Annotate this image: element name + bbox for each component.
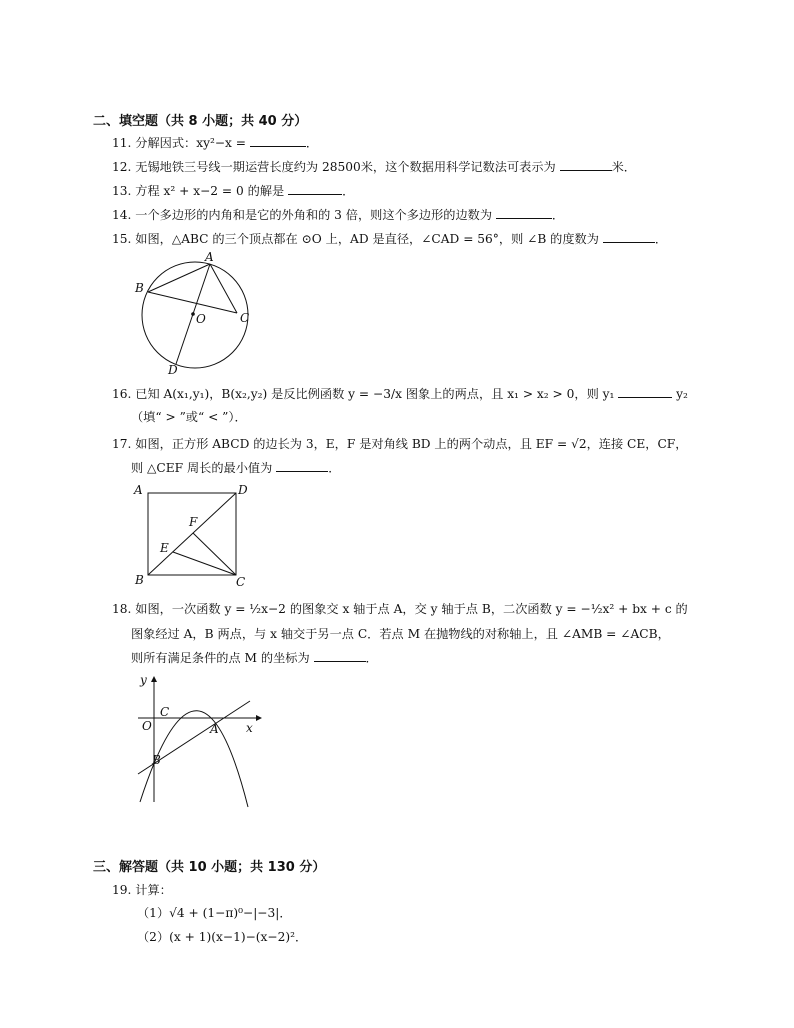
q17-answer-blank	[276, 459, 328, 472]
question-19-part1: （1）√4 + (1−π)⁰−|−3|．	[137, 906, 292, 920]
q14-text: 14. 一个多边形的内角和是它的外角和的 3 倍，则这个多边形的边数为	[112, 208, 493, 222]
figure-18-graph	[130, 672, 270, 812]
circle-o	[142, 262, 248, 368]
q16-line1: 16. 已知 A(x₁,y₁)，B(x₂,y₂) 是反比例函数 y = −3/x 图象上的两点，且 x₁ > x₂ > 0，则 y₁	[112, 387, 615, 401]
label-a: A	[205, 250, 214, 264]
q18-line3-text: 则所有满足条件的点 M 的坐标为	[131, 651, 310, 665]
q17-end: ．	[328, 461, 341, 475]
q13-text: 13. 方程 x² + x−2 = 0 的解是	[112, 184, 285, 198]
question-18	[112, 600, 688, 618]
label-d: D	[238, 483, 248, 497]
segment-ac	[210, 264, 237, 313]
q12-suffix: 米．	[611, 160, 636, 174]
question-19-part2: （2）(x + 1)(x−1)−(x−2)²．	[137, 930, 308, 944]
q13-answer-blank	[288, 182, 342, 195]
label-d: D	[168, 363, 178, 377]
question-12	[112, 158, 636, 176]
q17-line1: 17. 如图，正方形 ABCD 的边长为 3，E，F 是对角线 BD 上的两个动点，且 EF = √2，连接 CE，CF，	[112, 437, 688, 451]
question-11	[112, 134, 318, 152]
label-c: C	[160, 705, 170, 719]
question-17-line2	[131, 459, 340, 477]
q14-end: ．	[551, 208, 565, 222]
label-f: F	[189, 515, 198, 529]
q12-text: 12. 无锡地铁三号线一期运营长度约为 28500米，这个数据用科学记数法可表示为	[112, 160, 556, 174]
label-a: A	[134, 483, 143, 497]
q18-end: ．	[365, 651, 378, 665]
label-b: B	[135, 573, 144, 587]
q18-answer-blank	[314, 649, 366, 662]
q17-line2-text: 则 △CEF 周长的最小值为	[131, 461, 273, 475]
y-axis-arrow	[151, 676, 157, 682]
label-o: O	[142, 719, 152, 733]
question-17	[112, 435, 687, 453]
figure-17-square	[130, 480, 260, 590]
q15-text: 15. 如图，△ABC 的三个顶点都在 ⊙O 上，AD 是直径，∠CAD = 56°，则 ∠B 的度数为	[112, 232, 599, 246]
segment-ce	[173, 552, 236, 575]
label-c: C	[236, 575, 246, 589]
question-19: 19. 计算：	[112, 883, 172, 897]
label-a: A	[210, 722, 219, 736]
q15-answer-blank	[603, 230, 655, 243]
x-axis-arrow	[256, 715, 262, 721]
question-18-line3	[131, 649, 378, 667]
center-point	[191, 312, 195, 316]
label-b: B	[135, 281, 144, 295]
segment-cf	[193, 533, 236, 575]
q16-answer-blank	[618, 385, 672, 398]
label-e: E	[160, 541, 169, 555]
label-b: B	[152, 753, 161, 767]
label-c: C	[240, 311, 250, 325]
q11-end: ．	[305, 136, 319, 150]
q12-answer-blank	[560, 158, 612, 171]
question-16	[112, 385, 688, 403]
q14-answer-blank	[496, 206, 552, 219]
segment-bc	[148, 292, 237, 313]
label-y: y	[140, 673, 147, 687]
section-2-title: 二、填空题（共 8 小题；共 40 分）	[93, 114, 308, 129]
figure-15-circle	[130, 250, 260, 378]
section-3-title: 三、解答题（共 10 小题；共 130 分）	[93, 860, 326, 875]
label-x: x	[246, 721, 253, 735]
label-o: O	[196, 312, 206, 326]
question-15	[112, 230, 667, 248]
question-13	[112, 182, 354, 200]
q13-end: ．	[342, 184, 355, 198]
q15-end: ．	[654, 232, 667, 246]
q11-answer-blank	[250, 134, 306, 147]
q18-line1: 18. 如图，一次函数 y = ½x−2 的图象交 x 轴于点 A，交 y 轴于点 B，二次函数 y = −½x² + bx + c 的	[112, 602, 688, 616]
q16-y2: y₂	[676, 387, 688, 401]
question-18-line2: 图象经过 A，B 两点，与 x 轴交于另一点 C．若点 M 在抛物线的对称轴上，且 ∠AMB = ∠ACB，	[131, 627, 670, 641]
question-16-line2: （填“ > ”或“ < ”）．	[131, 410, 247, 424]
question-14	[112, 206, 564, 224]
q11-text: 11. 分解因式：xy²−x =	[112, 136, 247, 150]
